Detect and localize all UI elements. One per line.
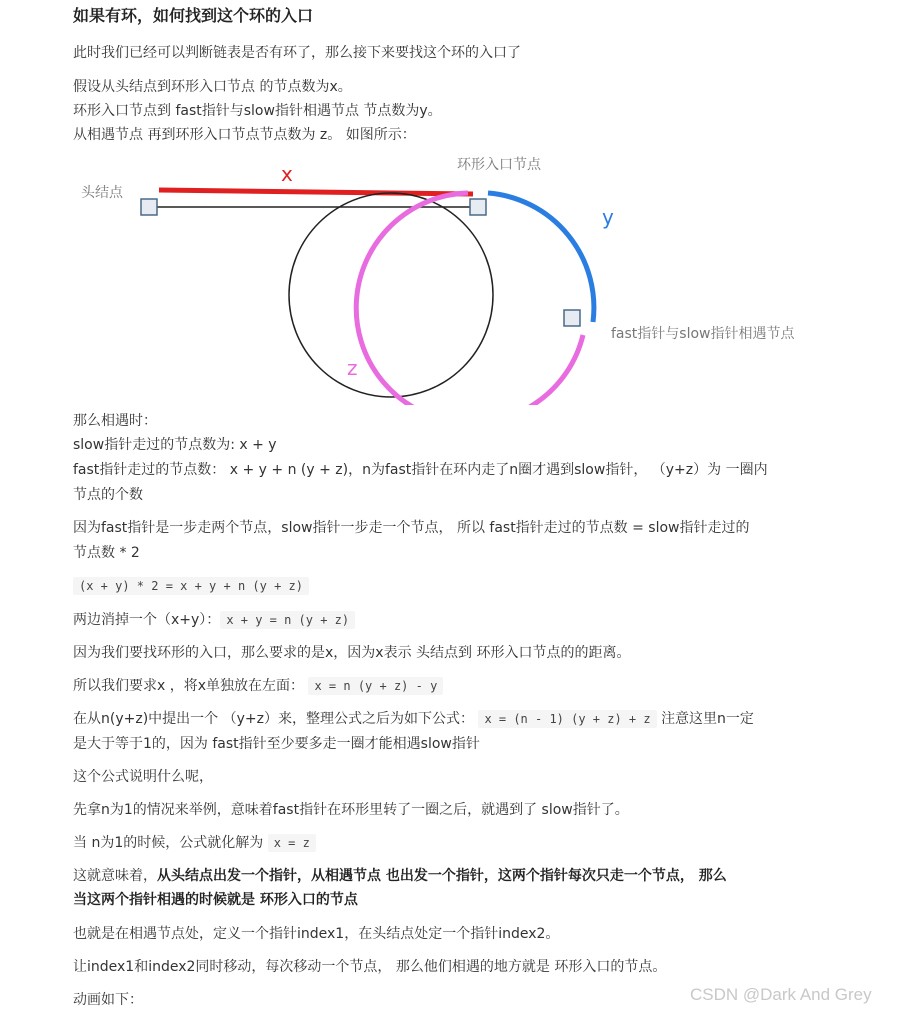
y-arc xyxy=(488,193,594,322)
paragraph: 从相遇节点 再到环形入口节点节点数为 z。 如图所示： xyxy=(73,127,416,143)
head-label: 头结点 xyxy=(81,185,123,201)
paragraph: 这就意味着，从头结点出发一个指针，从相遇节点 也出发一个指针，这两个指针每次只走一个节点， 那么 xyxy=(73,868,727,884)
paragraph: slow指针走过的节点数为: x + y xyxy=(73,437,277,453)
formula: x = z xyxy=(268,834,316,852)
meet-label: fast指针与slow指针相遇节点 xyxy=(611,326,795,342)
x-label: x xyxy=(281,162,293,186)
paragraph: 这个公式说明什么呢， xyxy=(73,769,213,785)
formula: (x + y) * 2 = x + y + n (y + z) xyxy=(73,577,309,595)
formula: x = n (y + z) - y xyxy=(308,677,443,695)
paragraph: 因为fast指针是一步走两个节点，slow指针一步走一个节点， 所以 fast指针走过的节点数 = slow指针走过的 xyxy=(73,520,750,536)
paragraph: 先拿n为1的情况来举例，意味着fast指针在环形里转了一圈之后，就遇到了 slow指针了。 xyxy=(73,802,629,818)
formula-line: 在从n(y+z)中提出一个 （y+z）来，整理公式之后为如下公式： x = (n - 1) (y + z) + z 注意这里n一定 xyxy=(73,711,754,727)
entry-label: 环形入口节点 xyxy=(457,157,541,173)
meet-node xyxy=(564,310,580,326)
section-heading: 如果有环，如何找到这个环的入口 xyxy=(73,6,314,25)
paragraph: 让index1和index2同时移动，每次移动一个节点， 那么他们相遇的地方就是 环形入口的节点。 xyxy=(73,959,667,975)
watermark: CSDN @Dark And Grey xyxy=(690,985,872,1004)
formula: x + y = n (y + z) xyxy=(220,611,355,629)
paragraph: 动画如下： xyxy=(73,992,143,1008)
paragraph: fast指针走过的节点数： x + y + n (y + z)，n为fast指针在环内走了n圈才遇到slow指针， （y+z）为 一圈内 xyxy=(73,462,768,478)
formula-line: 两边消掉一个（x+y）： x + y = n (y + z) xyxy=(73,610,863,630)
linked-list-cycle-diagram xyxy=(73,150,853,405)
formula: x = (n - 1) (y + z) + z xyxy=(478,710,656,728)
paragraph: 也就是在相遇节点处，定义一个指针index1，在头结点处定一个指针index2。 xyxy=(73,926,560,942)
z-label: z xyxy=(347,356,358,380)
paragraph: 假设从头结点到环形入口节点 的节点数为x。 xyxy=(73,79,352,95)
head-node xyxy=(141,199,157,215)
formula-line xyxy=(73,576,863,596)
paragraph: 那么相遇时： xyxy=(73,413,157,429)
paragraph: 节点数 * 2 xyxy=(73,545,140,561)
paragraph: 节点的个数 xyxy=(73,487,143,503)
x-segment xyxy=(159,190,473,194)
paragraph: 是大于等于1的，因为 fast指针至少要多走一圈才能相遇slow指针 xyxy=(73,736,480,752)
entry-node xyxy=(470,199,486,215)
paragraph: 当这两个指针相遇的时候就是 环形入口的节点 xyxy=(73,892,358,908)
formula-line: 当 n为1的时候，公式就化解为 x = z xyxy=(73,833,863,853)
paragraph: 因为我们要找环形的入口，那么要求的是x，因为x表示 头结点到 环形入口节点的的距离。 xyxy=(73,645,631,661)
paragraph: 环形入口节点到 fast指针与slow指针相遇节点 节点数为y。 xyxy=(73,103,442,119)
formula-line: 所以我们要求x ，将x单独放在左面： x = n (y + z) - y xyxy=(73,676,863,696)
y-label: y xyxy=(602,205,614,229)
z-arc xyxy=(356,193,583,405)
paragraph: 此时我们已经可以判断链表是否有环了，那么接下来要找这个环的入口了 xyxy=(73,45,521,61)
